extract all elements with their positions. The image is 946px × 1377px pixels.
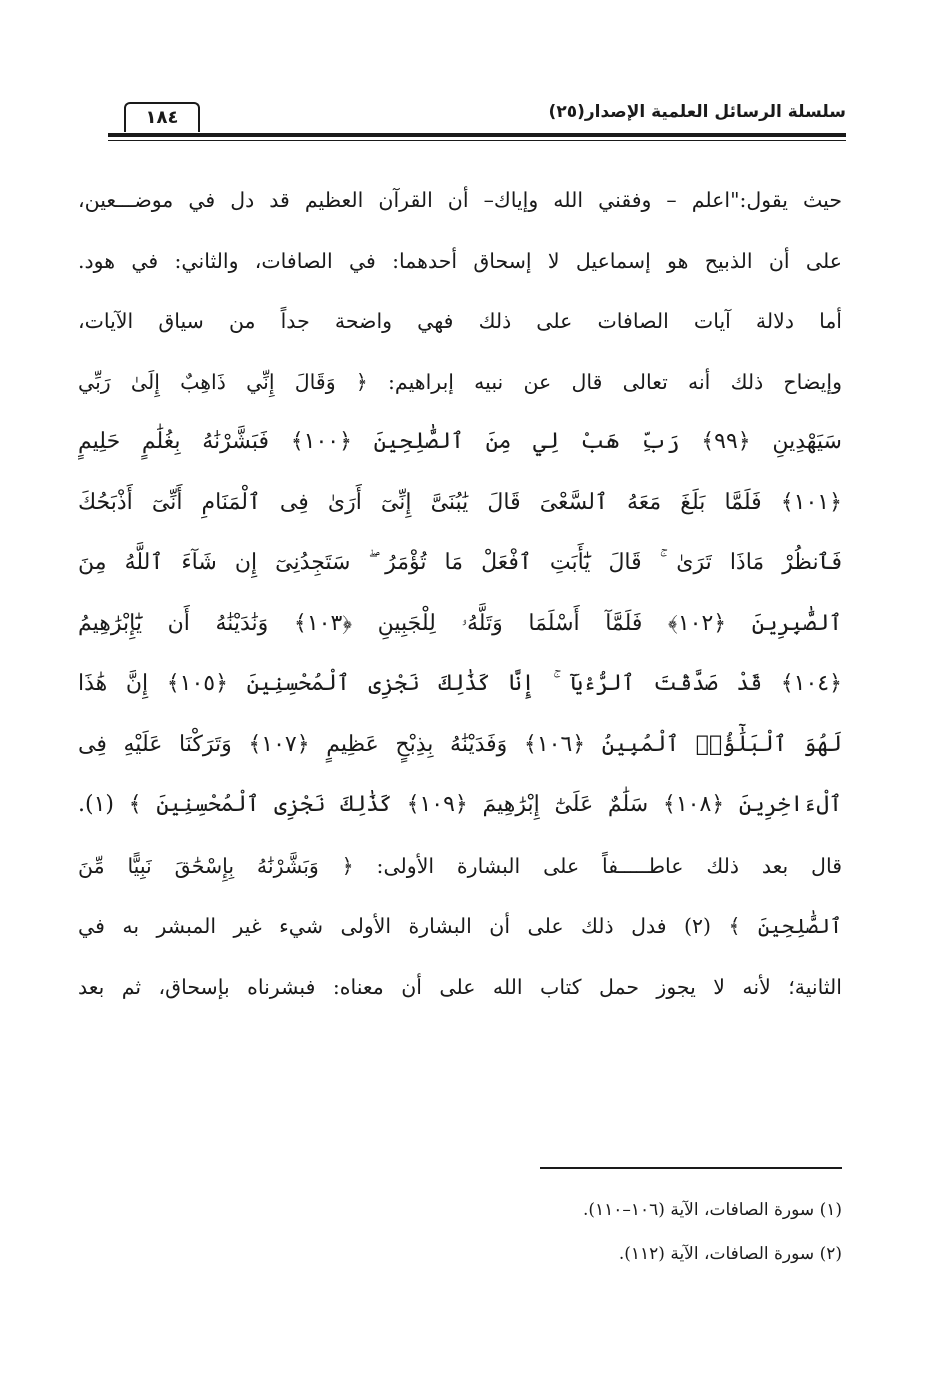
body-line: الثانية؛ لأنه لا يجوز حمل كتاب الله على أن معناه: فبشرناه بإسحاق، ثم بعد	[78, 974, 842, 999]
quran-line: سَيَهْدِينِ ﴿٩٩﴾ رَبِّ هَبْ لِي مِنَ ٱلصَّٰلِحِينَ ﴿١٠٠﴾ فَبَشَّرْنَٰهُ بِغُلَٰمٍ حَلِيمٍ	[78, 429, 842, 454]
header-rule	[108, 133, 846, 137]
quran-line: لَهُوَ ٱلْبَلَٰٓؤُا۟ ٱلْمُبِينُ ﴿١٠٦﴾ وَفَدَيْنَٰهُ بِذِبْحٍ عَظِيمٍ ﴿١٠٧﴾ وَتَرَكْنَا عَلَيْهِ فِى	[78, 731, 842, 757]
quran-line: ٱلصَّٰبِرِينَ ﴿١٠٢﴾ فَلَمَّآ أَسْلَمَا وَتَلَّهُۥ لِلْجَبِينِ ﴿١٠٣﴾ وَنَٰدَيْنَٰهُ أَن يَٰٓإِبْرَٰهِيمُ	[78, 610, 842, 636]
body-text	[78, 170, 842, 1017]
body-line: ٱلصَّٰلِحِينَ ﴾ (٢) فدل ذلك على أن البشارة الأولى شيء غير المبشر به في	[78, 914, 842, 938]
body-line: أما دلالة آيات الصافات على ذلك فهي واضحة جداً من سياق الآيات،	[78, 309, 842, 333]
footnote: (١) سورة الصافات، الآية (١٠٦–١١٠).	[582, 1200, 842, 1220]
quran-line: ﴿١٠٤﴾ قَدْ صَدَّقْتَ ٱلرُّءْيَآ ۚ إِنَّا كَذَٰلِكَ نَجْزِى ٱلْمُحْسِنِينَ ﴿١٠٥﴾ إِنَّ هَٰذَا	[78, 671, 842, 696]
series-title: سلسلة الرسائل العلمية الإصدار(٢٥)	[548, 102, 846, 122]
body-line: على أن الذبيح هو إسماعيل لا إسحاق أحدهما: في الصافات، والثاني: في هود.	[78, 248, 842, 273]
quran-line: فَٱنظُرْ مَاذَا تَرَىٰ ۚ قَالَ يَٰٓأَبَتِ ٱفْعَلْ مَا تُؤْمَرُ ۖ سَتَجِدُنِىٓ إِن شَآءَ ٱللَّهُ مِنَ	[78, 550, 842, 575]
quran-line: ٱلْءَاخِرِينَ ﴿١٠٨﴾ سَلَٰمٌ عَلَىٰٓ إِبْرَٰهِيمَ ﴿١٠٩﴾ كَذَٰلِكَ نَجْزِى ٱلْمُحْسِنِينَ ﴾ (١).	[78, 792, 842, 817]
header-rule-thin	[108, 140, 846, 141]
page-number: ١٨٤	[124, 102, 200, 132]
body-line: وإيضاح ذلك أنه تعالى قال عن نبيه إبراهيم: ﴿ وَقَالَ إِنِّي ذَاهِبٌ إِلَىٰ رَبِّي	[78, 369, 842, 394]
body-line: حيث يقول:"اعلم – وفقني الله وإياك– أن القرآن العظيم قد دل في موضـــعين،	[78, 188, 842, 212]
footnote-separator	[540, 1167, 842, 1169]
quran-line: ﴿١٠١﴾ فَلَمَّا بَلَغَ مَعَهُ ٱلسَّعْىَ قَالَ يَٰبُنَىَّ إِنِّىٓ أَرَىٰ فِى ٱلْمَنَامِ أَنِّىٓ أَذْبَحُكَ	[78, 489, 842, 515]
page-header	[108, 98, 846, 138]
footnote: (٢) سورة الصافات، الآية (١١٢).	[618, 1244, 842, 1264]
body-line: قال بعد ذلك عاطـــــفاً على البشارة الأولى: ﴿ وَبَشَّرْنَٰهُ بِإِسْحَٰقَ نَبِيًّا مِّنَ	[78, 853, 842, 878]
footnotes	[300, 1188, 842, 1276]
